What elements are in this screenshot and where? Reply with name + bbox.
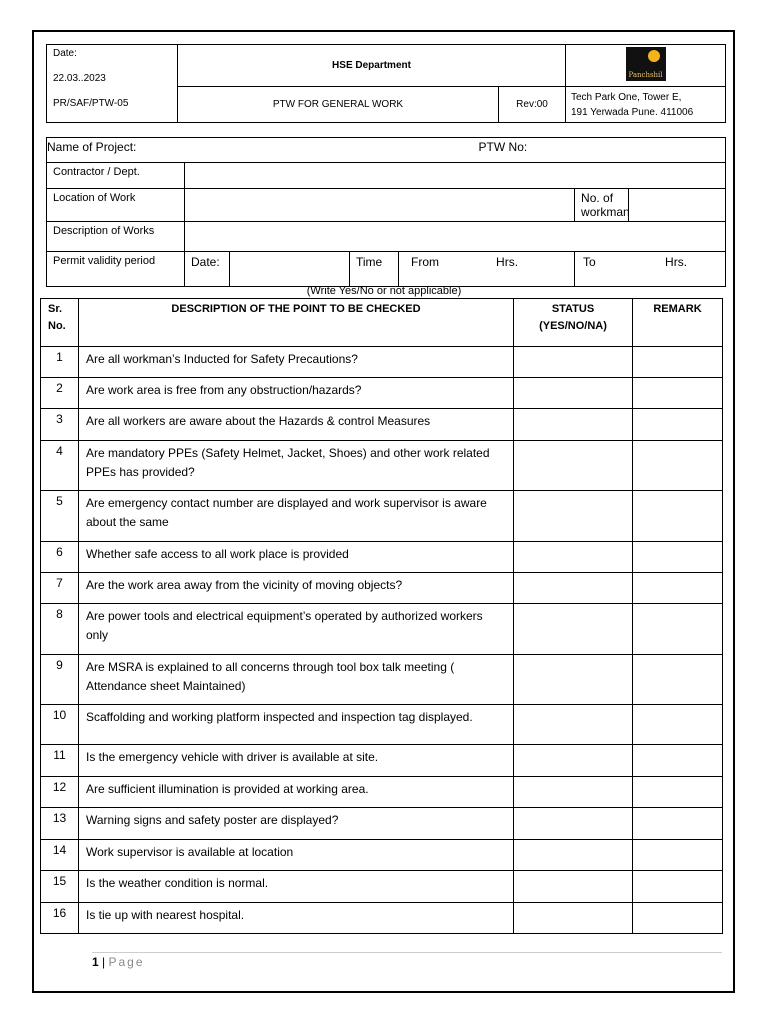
page-number: 1: [92, 955, 99, 969]
checklist-row-number: 10: [41, 705, 79, 745]
checklist-row-number: 9: [41, 655, 79, 705]
checklist-row-status[interactable]: [514, 705, 633, 745]
checklist-row-remark[interactable]: [633, 441, 723, 491]
form-title: PTW FOR GENERAL WORK: [178, 87, 499, 123]
checklist-row-description: Are all workman’s Inducted for Safety Precautions?: [79, 347, 514, 378]
checklist-row-description: Warning signs and safety poster are displayed?: [79, 808, 514, 840]
footer-rule: [92, 952, 722, 953]
checklist-row-remark[interactable]: [633, 655, 723, 705]
checklist-row-remark[interactable]: [633, 347, 723, 378]
checklist-row-remark[interactable]: [633, 808, 723, 840]
checklist-row-description: Whether safe access to all work place is provided: [79, 542, 514, 573]
checklist-row-description: Scaffolding and working platform inspected and inspection tag displayed.: [79, 705, 514, 745]
checklist-row-status[interactable]: [514, 808, 633, 840]
from-hrs-label: Hrs.: [496, 255, 519, 269]
checklist-row-status[interactable]: [514, 409, 633, 441]
checklist-row-description: Are the work area away from the vicinity of moving objects?: [79, 573, 514, 604]
header-table: [46, 44, 726, 123]
checklist-row-description: Are mandatory PPEs (Safety Helmet, Jacket, Shoes) and other work related PPEs has provided?: [79, 441, 514, 491]
checklist-row: [41, 409, 723, 441]
validity-to-cell[interactable]: [575, 252, 726, 287]
checklist-row-number: 4: [41, 441, 79, 491]
header-remark: REMARK: [633, 299, 723, 347]
checklist-row-remark[interactable]: [633, 871, 723, 903]
revision: Rev:00: [499, 87, 566, 123]
checklist-row: [41, 871, 723, 903]
checklist-row-number: 5: [41, 491, 79, 542]
validity-from-cell[interactable]: [399, 252, 575, 287]
checklist-row-status[interactable]: [514, 655, 633, 705]
sun-icon: [648, 50, 660, 62]
checklist-row-description: Are all workers are aware about the Hazards & control Measures: [79, 409, 514, 441]
checklist-row-remark[interactable]: [633, 491, 723, 542]
checklist-row-description: Is the weather condition is normal.: [79, 871, 514, 903]
workmen-field[interactable]: [629, 189, 726, 222]
date-label: Date:: [53, 48, 77, 59]
checklist-row-number: 12: [41, 777, 79, 808]
checklist-row-remark[interactable]: [633, 542, 723, 573]
instruction-note: (Write Yes/No or not applicable): [306, 285, 462, 297]
panchshil-logo: Panchshil: [626, 47, 666, 81]
checklist-row-status[interactable]: [514, 777, 633, 808]
checklist-row-status[interactable]: [514, 903, 633, 934]
workmen-label: No. of workman: [575, 189, 629, 222]
page-footer: [92, 955, 145, 969]
checklist-row-remark[interactable]: [633, 777, 723, 808]
checklist-row-status[interactable]: [514, 573, 633, 604]
footer-separator: |: [102, 955, 106, 969]
checklist-row-remark[interactable]: [633, 409, 723, 441]
checklist-row-number: 14: [41, 840, 79, 871]
checklist-row: [41, 542, 723, 573]
checklist-row-description: Are sufficient illumination is provided at working area.: [79, 777, 514, 808]
date-value: 22.03..2023: [53, 73, 106, 84]
checklist-row-remark[interactable]: [633, 604, 723, 655]
checklist-row-number: 1: [41, 347, 79, 378]
checklist-row-remark[interactable]: [633, 903, 723, 934]
checklist-row-status[interactable]: [514, 840, 633, 871]
description-label: Description of Works: [47, 222, 185, 252]
validity-label: Permit validity period: [47, 252, 185, 287]
checklist-row-number: 16: [41, 903, 79, 934]
checklist-row-description: Is the emergency vehicle with driver is available at site.: [79, 745, 514, 777]
checklist-row-status[interactable]: [514, 378, 633, 409]
to-label: To: [583, 255, 596, 269]
checklist-row: [41, 441, 723, 491]
checklist-row-number: 15: [41, 871, 79, 903]
project-info-table: [46, 137, 726, 287]
checklist-row: [41, 491, 723, 542]
checklist-row-description: Are MSRA is explained to all concerns through tool box talk meeting ( Attendance sheet Maintained): [79, 655, 514, 705]
validity-date-label: Date:: [185, 252, 230, 287]
checklist-row: [41, 705, 723, 745]
ptw-no-label[interactable]: PTW No:: [479, 138, 726, 163]
checklist-row: [41, 347, 723, 378]
checklist-row-remark[interactable]: [633, 573, 723, 604]
checklist-table: [40, 298, 723, 934]
checklist-row-remark[interactable]: [633, 840, 723, 871]
checklist-row-number: 8: [41, 604, 79, 655]
project-name-label: Name of Project:: [47, 138, 479, 163]
department-title: HSE Department: [178, 45, 566, 87]
checklist-row-description: Is tie up with nearest hospital.: [79, 903, 514, 934]
checklist-row-remark[interactable]: [633, 378, 723, 409]
address-line-2: 191 Yerwada Pune. 411006: [571, 106, 694, 118]
checklist-row-status[interactable]: [514, 491, 633, 542]
checklist-row-number: 3: [41, 409, 79, 441]
doc-code: PR/SAF/PTW-05: [53, 98, 129, 109]
from-label: From: [411, 255, 439, 269]
checklist-row-number: 2: [41, 378, 79, 409]
validity-time-label: Time: [350, 252, 399, 287]
checklist-row: [41, 655, 723, 705]
address-line-1: Tech Park One, Tower E,: [571, 91, 682, 103]
checklist-row: [41, 604, 723, 655]
checklist-row-description: Are work area is free from any obstruction/hazards?: [79, 378, 514, 409]
location-label: Location of Work: [47, 189, 185, 222]
checklist-row-description: Are emergency contact number are displayed and work supervisor is aware about the same: [79, 491, 514, 542]
checklist-row-status[interactable]: [514, 745, 633, 777]
contractor-label: Contractor / Dept.: [47, 163, 185, 189]
checklist-row-number: 11: [41, 745, 79, 777]
checklist-row: [41, 777, 723, 808]
location-field[interactable]: [185, 189, 575, 222]
logo-cell: [566, 45, 726, 87]
checklist-row-remark[interactable]: [633, 705, 723, 745]
checklist-row-description: Work supervisor is available at location: [79, 840, 514, 871]
page-label: Page: [108, 955, 145, 969]
checklist-row-description: Are power tools and electrical equipment’s operated by authorized workers only: [79, 604, 514, 655]
checklist-row-status[interactable]: [514, 441, 633, 491]
header-srno: Sr. No.: [41, 299, 79, 347]
to-hrs-label: Hrs.: [665, 255, 688, 269]
header-status: STATUS (YES/NO/NA): [514, 299, 633, 347]
checklist-row-number: 7: [41, 573, 79, 604]
description-field[interactable]: [185, 222, 726, 252]
checklist-row-number: 6: [41, 542, 79, 573]
checklist-row-status[interactable]: [514, 871, 633, 903]
date-cell: [47, 45, 178, 123]
contractor-field[interactable]: [185, 163, 726, 189]
checklist-row: [41, 378, 723, 409]
checklist-row-status[interactable]: [514, 604, 633, 655]
header-description: DESCRIPTION OF THE POINT TO BE CHECKED: [79, 299, 514, 347]
validity-date-field[interactable]: [230, 252, 350, 287]
checklist-row-number: 13: [41, 808, 79, 840]
checklist-row: [41, 745, 723, 777]
checklist-row-remark[interactable]: [633, 745, 723, 777]
checklist-row: [41, 808, 723, 840]
checklist-row: [41, 573, 723, 604]
checklist-row-status[interactable]: [514, 542, 633, 573]
address: [566, 87, 726, 123]
checklist-row: [41, 903, 723, 934]
checklist-row-status[interactable]: [514, 347, 633, 378]
checklist-row: [41, 840, 723, 871]
